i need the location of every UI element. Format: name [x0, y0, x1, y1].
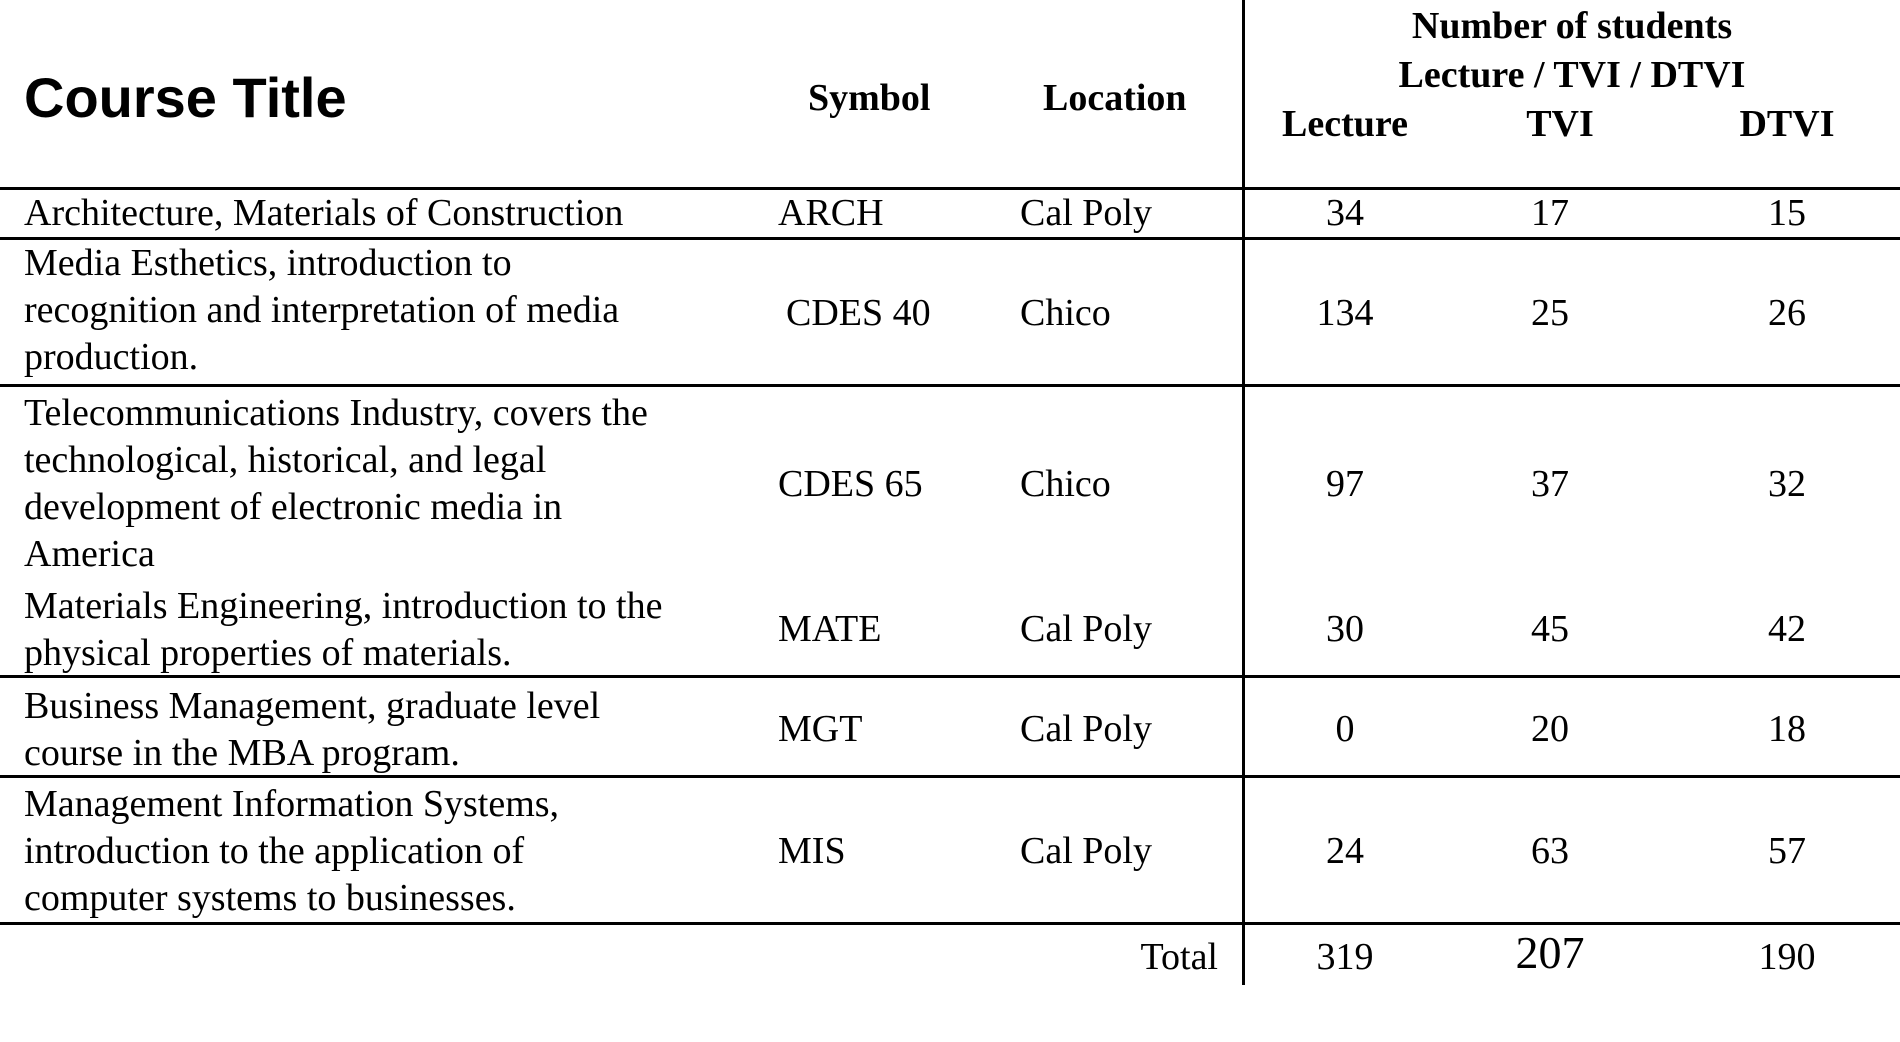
course-title-line: course in the MBA program.: [24, 732, 460, 774]
course-title-line: physical properties of materials.: [24, 632, 512, 674]
table-row-location: Cal Poly: [1020, 608, 1152, 650]
course-title-line: Materials Engineering, introduction to the: [24, 585, 663, 627]
table-row-course-title: [24, 583, 744, 677]
table-row-tvi-count: 45: [1531, 608, 1569, 650]
table-row-course-title: [24, 190, 744, 237]
table-row-course-title: [24, 240, 744, 381]
dtvi-header: DTVI: [1739, 103, 1835, 145]
table-row-symbol: CDES 65: [778, 463, 923, 505]
table-row-lecture-count: 134: [1316, 292, 1374, 334]
table-row-dtvi-count: 57: [1768, 830, 1806, 872]
total-dtvi-count: 190: [1758, 936, 1816, 978]
table-row-symbol: MATE: [778, 608, 882, 650]
location-header: Location: [1043, 77, 1187, 119]
table-row-dtvi-count: 32: [1768, 463, 1806, 505]
table-row-dtvi-count: 18: [1768, 708, 1806, 750]
lecture-header: Lecture: [1282, 103, 1408, 145]
table-row-symbol: MGT: [778, 708, 863, 750]
table-row-tvi-count: 37: [1531, 463, 1569, 505]
table-row-lecture-count: 97: [1326, 463, 1364, 505]
tvi-header: TVI: [1526, 103, 1594, 145]
row-divider: [0, 775, 1900, 778]
total-label: Total: [1140, 936, 1218, 978]
total-lecture-count: 319: [1316, 936, 1374, 978]
total-tvi-count: 207: [1515, 927, 1585, 978]
table-row-symbol: MIS: [778, 830, 846, 872]
course-title-line: introduction to the application of: [24, 830, 525, 872]
symbol-header: Symbol: [808, 77, 931, 119]
row-divider: [0, 675, 1900, 678]
column-divider: [1242, 0, 1245, 985]
table-row-lecture-count: 0: [1335, 708, 1355, 750]
course-title-line: Telecommunications Industry, covers the: [24, 392, 648, 434]
table-row-lecture-count: 30: [1326, 608, 1364, 650]
course-title-header: Course Title: [24, 66, 347, 129]
table-row-course-title: [24, 781, 744, 922]
table-row-tvi-count: 20: [1531, 708, 1569, 750]
course-title-line: production.: [24, 336, 199, 378]
course-title-line: technological, historical, and legal: [24, 439, 547, 481]
table-row-dtvi-count: 26: [1768, 292, 1806, 334]
table-row-lecture-count: 34: [1326, 192, 1364, 234]
table-row-location: Cal Poly: [1020, 192, 1152, 234]
course-title-line: computer systems to businesses.: [24, 877, 516, 919]
course-title-line: Management Information Systems,: [24, 783, 560, 825]
table-row-location: Chico: [1020, 292, 1111, 334]
table-row-location: Cal Poly: [1020, 830, 1152, 872]
table-row-symbol: CDES 40: [786, 292, 931, 334]
header-rule: [0, 187, 1900, 190]
table-row-tvi-count: 25: [1531, 292, 1569, 334]
course-title-line: Business Management, graduate level: [24, 685, 601, 727]
table-row-lecture-count: 24: [1326, 830, 1364, 872]
table-row-course-title: [24, 390, 744, 578]
course-title-line: America: [24, 533, 155, 575]
table-row-symbol: ARCH: [778, 192, 884, 234]
course-title-line: development of electronic media in: [24, 486, 563, 528]
table-row-location: Chico: [1020, 463, 1111, 505]
number-of-students-header: Number of students: [1411, 5, 1733, 47]
course-title-line: Architecture, Materials of Construction: [24, 192, 624, 234]
table-row-dtvi-count: 15: [1768, 192, 1806, 234]
table-row-tvi-count: 17: [1531, 192, 1569, 234]
course-title-line: recognition and interpretation of media: [24, 289, 620, 331]
table-row-dtvi-count: 42: [1768, 608, 1806, 650]
table-row-tvi-count: 63: [1531, 830, 1569, 872]
table-row-course-title: [24, 683, 744, 777]
course-title-line: Media Esthetics, introduction to: [24, 242, 512, 284]
lecture-tvi-dtvi-subheader: Lecture / TVI / DTVI: [1398, 54, 1746, 96]
row-divider: [0, 237, 1900, 240]
row-divider: [0, 384, 1900, 387]
table-row-location: Cal Poly: [1020, 708, 1152, 750]
total-rule: [0, 922, 1900, 925]
